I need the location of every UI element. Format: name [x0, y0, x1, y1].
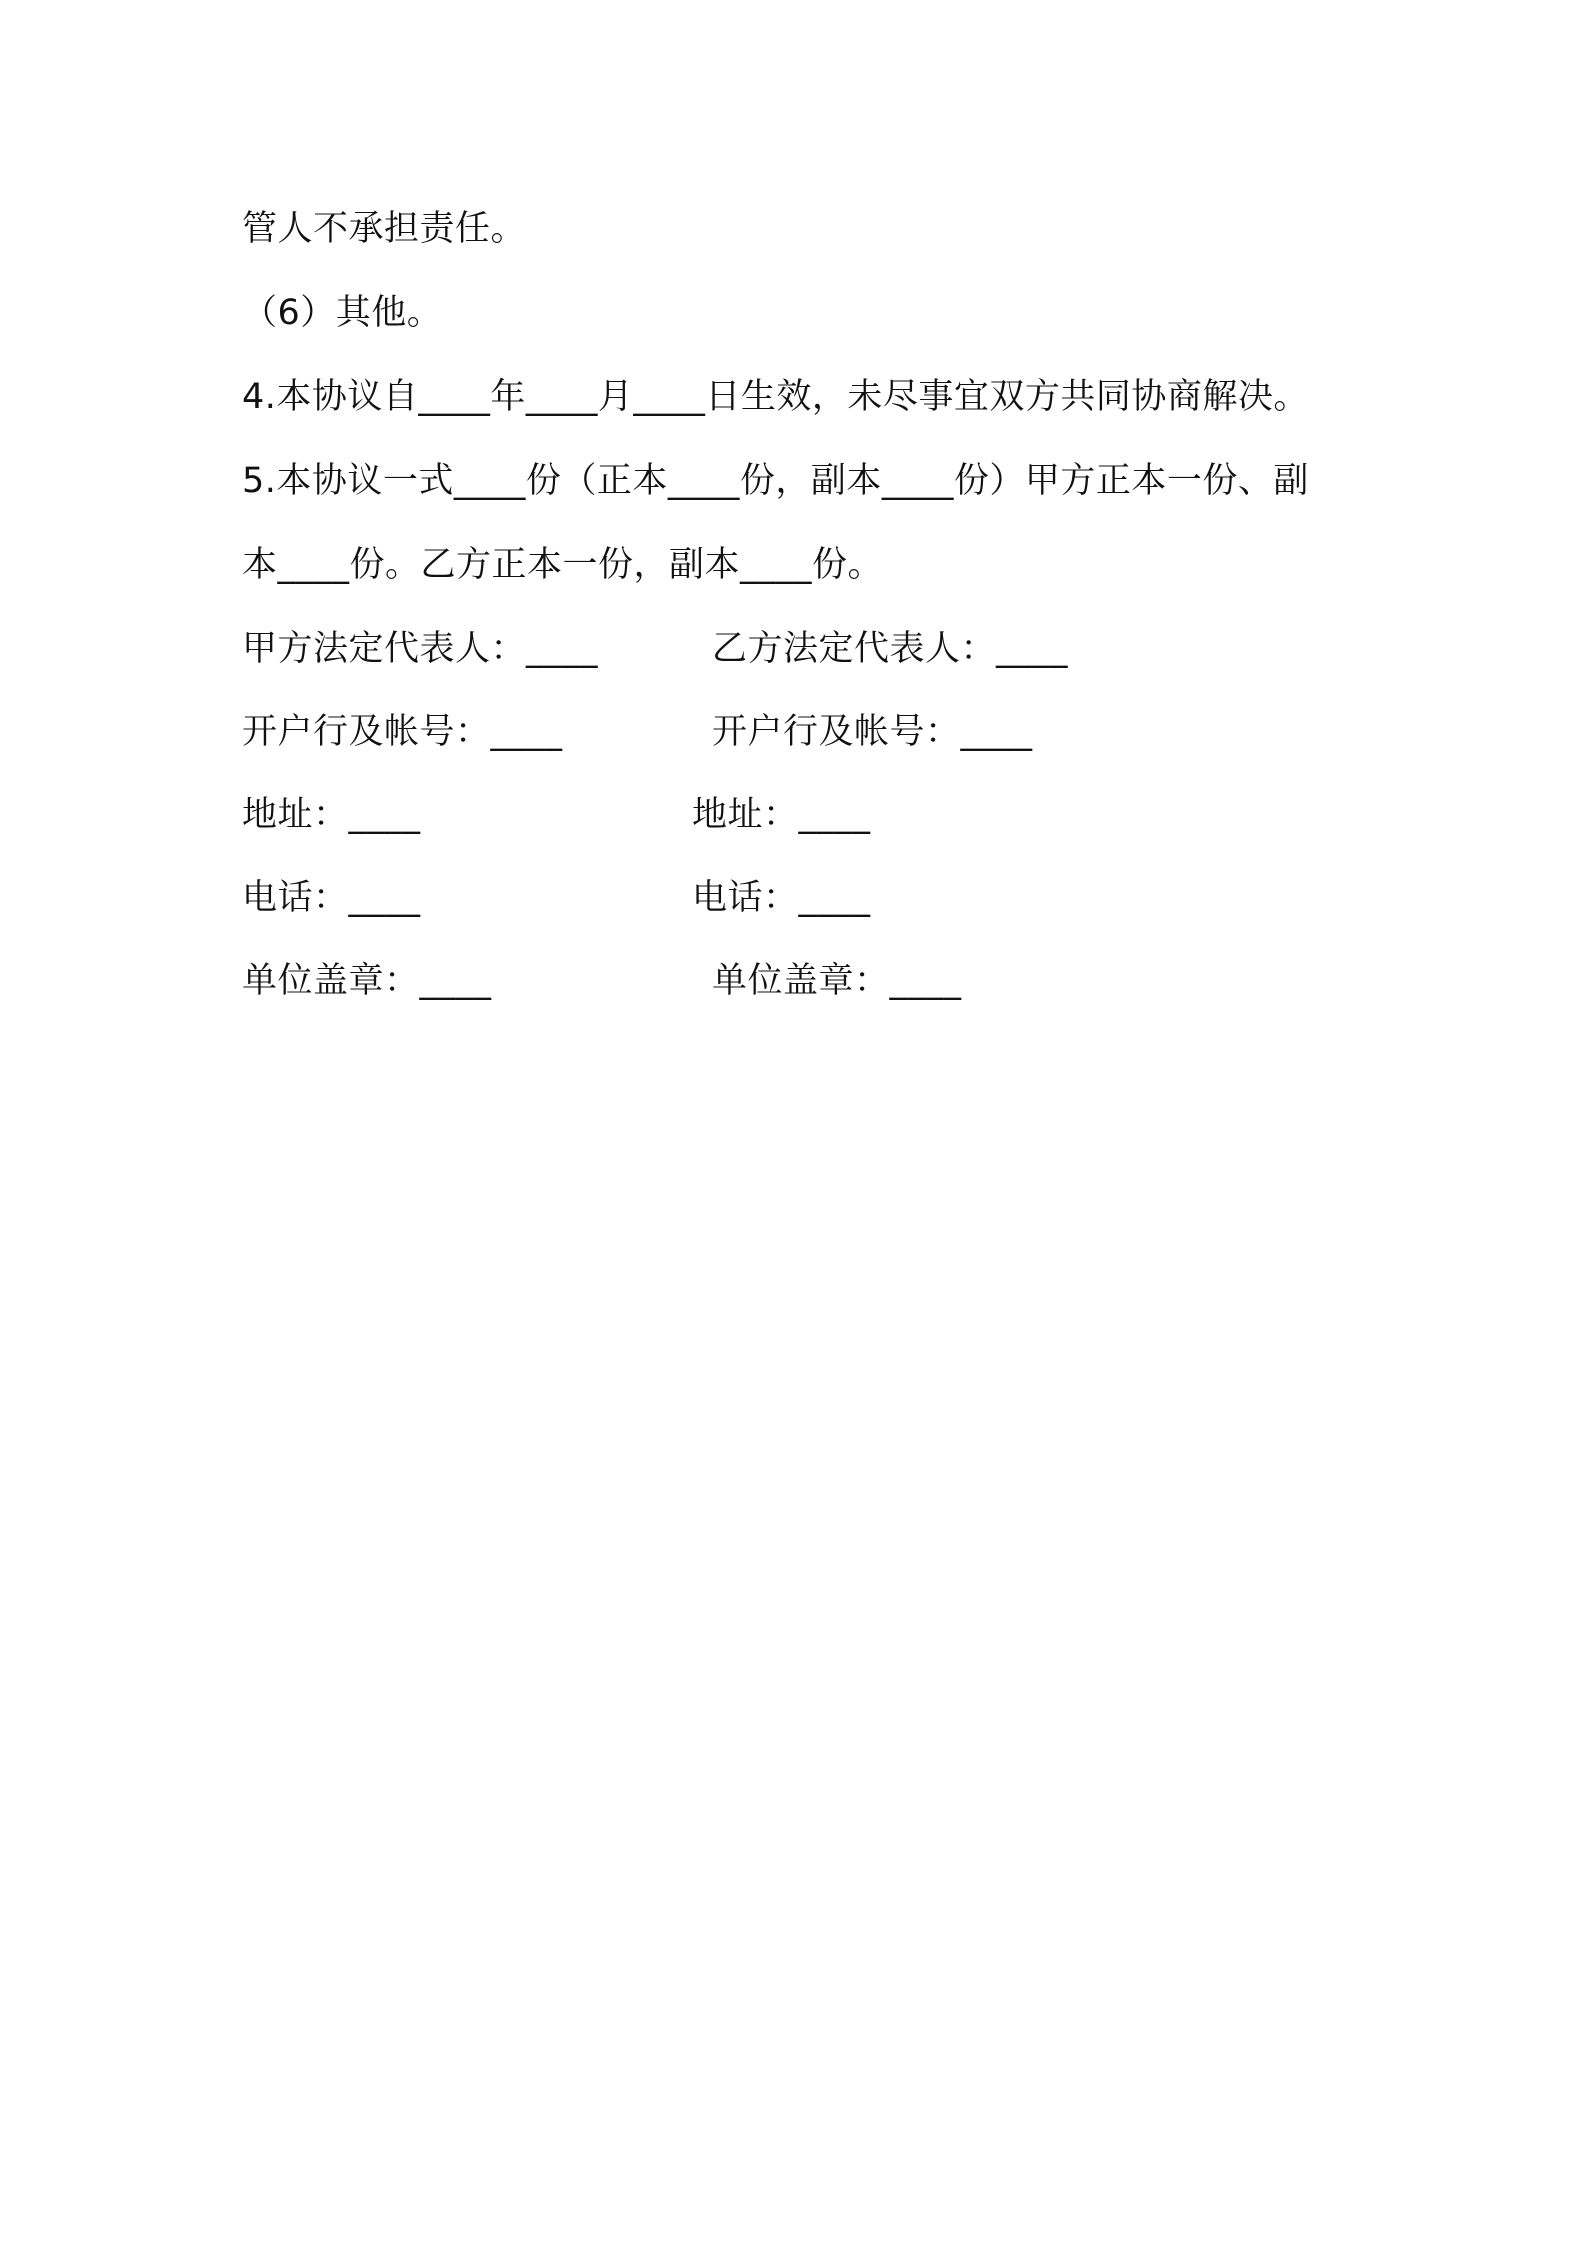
party-b-address: 地址：____ [692, 795, 871, 835]
party-a-legal-rep: 甲方法定代表人：____ [242, 629, 599, 669]
party-a-address: 地址：____ [242, 795, 421, 835]
party-a-phone: 电话：____ [242, 878, 421, 918]
clause-5-line-1: 5.本协议一式____份（正本____份，副本____份）甲方正本一份、副 [242, 461, 1309, 501]
party-b-bank-account: 开户行及帐号：____ [712, 712, 1033, 752]
party-b-seal: 单位盖章：____ [712, 961, 962, 1001]
body-line-1: 管人不承担责任。 [242, 209, 527, 249]
clause-5-line-2: 本____份。乙方正本一份，副本____份。 [242, 545, 884, 585]
party-b-phone: 电话：____ [692, 878, 871, 918]
party-a-bank-account: 开户行及帐号：____ [242, 712, 563, 752]
party-a-seal: 单位盖章：____ [242, 961, 492, 1001]
party-b-legal-rep: 乙方法定代表人：____ [712, 629, 1069, 669]
body-line-2: （6）其他。 [242, 293, 443, 333]
clause-4-line: 4.本协议自____年____月____日生效，未尽事宜双方共同协商解决。 [242, 377, 1309, 417]
